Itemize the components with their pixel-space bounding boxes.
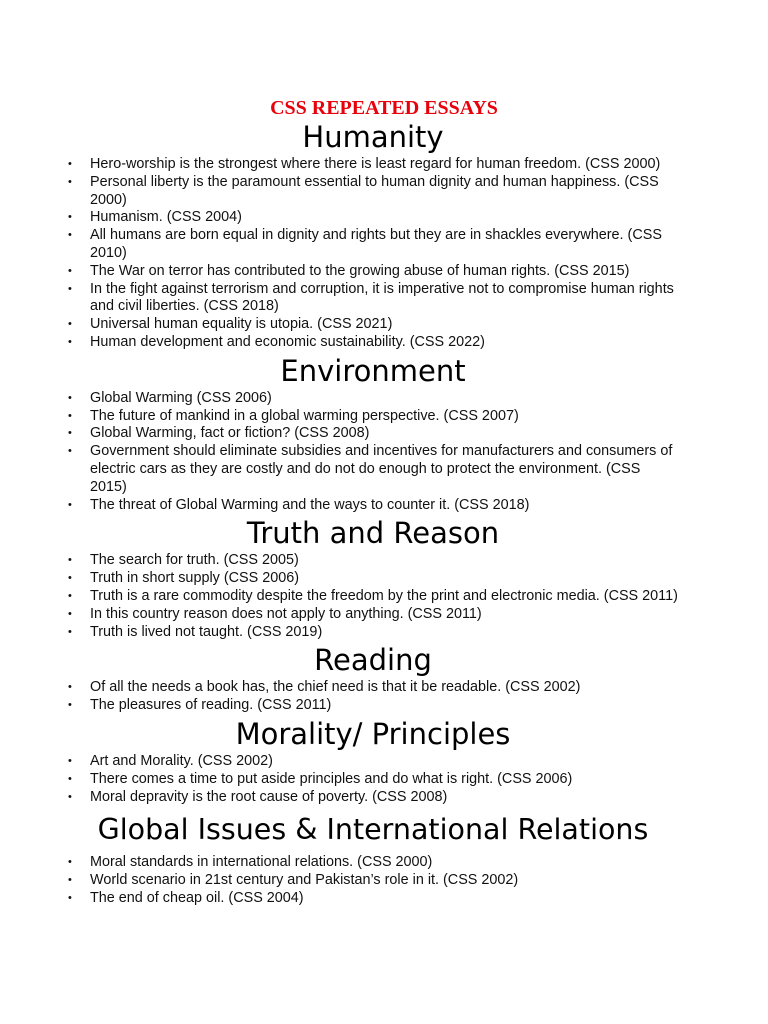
essay-topic: The future of mankind in a global warming perspective. (CSS 2007): [90, 407, 519, 424]
list-item: [68, 316, 678, 334]
bullet-icon: •: [68, 607, 72, 620]
essay-topic: All humans are born equal in dignity and rights but they are in shackles everywhere. (CSS 2010): [90, 227, 662, 261]
bullet-icon: •: [68, 211, 72, 224]
bullet-icon: •: [68, 754, 72, 767]
bullet-icon: •: [68, 589, 72, 602]
section-heading: Truth and Reason: [246, 516, 500, 551]
bullet-icon: •: [68, 699, 72, 712]
essay-topic: Art and Morality. (CSS 2002): [90, 752, 273, 769]
essay-list: [68, 753, 678, 806]
list-item: [68, 753, 678, 771]
section-heading: Morality/ Principles: [235, 716, 511, 751]
essay-topic: In the fight against terrorism and corruption, it is imperative not to compromise human rights and civil liberties. (CSS 2018): [90, 280, 674, 315]
bullet-icon: •: [68, 175, 72, 188]
list-item: [68, 156, 678, 174]
essay-topic: Global Warming, fact or fiction? (CSS 2008): [90, 425, 370, 442]
bullet-icon: •: [68, 264, 72, 277]
list-item: [68, 872, 678, 890]
list-item: [68, 174, 678, 210]
essay-topic: Human development and economic sustainability. (CSS 2022): [90, 333, 485, 350]
essay-topic: Global Warming (CSS 2006): [90, 389, 272, 406]
list-item: [68, 697, 678, 715]
document-title: CSS REPEATED ESSAYS: [270, 97, 498, 119]
section-heading: Reading: [314, 643, 432, 678]
list-item: [68, 390, 678, 408]
list-item: [68, 588, 678, 606]
bullet-icon: •: [68, 282, 72, 295]
document-body: [68, 118, 678, 908]
essay-topic: Humanism. (CSS 2004): [90, 209, 242, 226]
bullet-icon: •: [68, 229, 72, 242]
section-heading: Humanity: [302, 120, 444, 154]
essay-topic: Moral depravity is the root cause of poverty. (CSS 2008): [90, 788, 448, 805]
bullet-icon: •: [68, 391, 72, 404]
list-item: [68, 606, 678, 624]
bullet-icon: •: [68, 572, 72, 585]
list-item: [68, 624, 678, 642]
list-item: [68, 789, 678, 807]
bullet-icon: •: [68, 625, 72, 638]
essay-topic: The threat of Global Warming and the ways to counter it. (CSS 2018): [90, 496, 530, 513]
essay-topic: Of all the needs a book has, the chief need is that it be readable. (CSS 2002): [90, 679, 581, 696]
essay-list: [68, 156, 678, 352]
list-item: [68, 854, 678, 872]
essay-list: [68, 679, 678, 715]
bullet-icon: •: [68, 681, 72, 694]
list-item: [68, 570, 678, 588]
bullet-icon: •: [68, 772, 72, 785]
bullet-icon: •: [68, 335, 72, 348]
essay-topic: The end of cheap oil. (CSS 2004): [90, 889, 304, 906]
essay-list: [68, 552, 678, 641]
list-item: [68, 679, 678, 697]
essay-topic: Truth is lived not taught. (CSS 2019): [90, 623, 323, 640]
bullet-icon: •: [68, 445, 72, 458]
list-item: [68, 209, 678, 227]
list-item: [68, 552, 678, 570]
bullet-icon: •: [68, 874, 72, 887]
bullet-icon: •: [68, 554, 72, 567]
essay-topic: The War on terror has contributed to the growing abuse of human rights. (CSS 2015): [90, 262, 630, 279]
bullet-icon: •: [68, 498, 72, 511]
bullet-icon: •: [68, 158, 72, 170]
bullet-icon: •: [68, 891, 72, 904]
essay-topic: Hero-worship is the strongest where there is least regard for human freedom. (CSS 2000): [90, 156, 661, 172]
essay-topic: Government should eliminate subsidies and incentives for manufacturers and consumers of electric cars as they are costly and do not do enough to protect the environment. (CSS 2015): [90, 443, 673, 495]
list-item: [68, 443, 678, 496]
list-item: [68, 227, 678, 263]
list-item: [68, 334, 678, 352]
essay-topic: Truth in short supply (CSS 2006): [90, 570, 300, 587]
section-heading: Environment: [280, 353, 466, 388]
list-item: [68, 263, 678, 281]
essay-topic: The pleasures of reading. (CSS 2011): [90, 697, 332, 714]
list-item: [68, 408, 678, 426]
section-heading: Global Issues & International Relations: [97, 813, 649, 847]
essay-topic: Personal liberty is the paramount essential to human dignity and human happiness. (CSS 2000): [90, 173, 659, 208]
list-item: [68, 497, 678, 515]
essay-topic: Truth is a rare commodity despite the freedom by the print and electronic media. (CSS 2011): [90, 587, 678, 604]
essay-topic: World scenario in 21st century and Pakistan’s role in it. (CSS 2002): [90, 872, 519, 889]
list-item: [68, 425, 678, 443]
list-item: [68, 281, 678, 317]
bullet-icon: •: [68, 790, 72, 803]
essay-topic: Universal human equality is utopia. (CSS 2021): [90, 316, 393, 333]
essay-topic: In this country reason does not apply to anything. (CSS 2011): [90, 605, 482, 622]
essay-list: [68, 854, 678, 907]
essay-topic: The search for truth. (CSS 2005): [90, 552, 299, 569]
essay-topic: There comes a time to put aside principles and do what is right. (CSS 2006): [90, 770, 573, 787]
bullet-icon: •: [68, 409, 72, 422]
essay-topic: Moral standards in international relations. (CSS 2000): [90, 854, 433, 871]
bullet-icon: •: [68, 318, 72, 331]
list-item: [68, 890, 678, 908]
essay-list: [68, 390, 678, 515]
list-item: [68, 771, 678, 789]
bullet-icon: •: [68, 427, 72, 440]
bullet-icon: •: [68, 856, 72, 869]
